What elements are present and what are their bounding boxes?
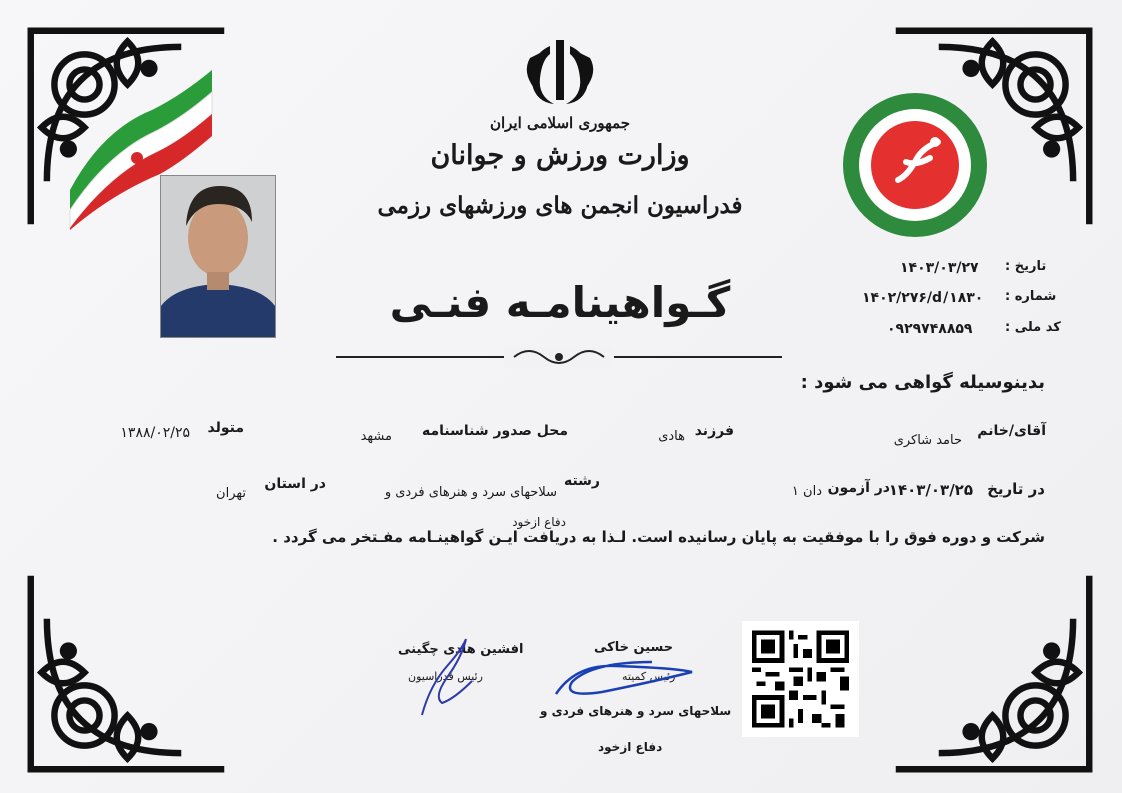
date-value: ۱۴۰۳/۰۳/۲۷ xyxy=(900,260,979,276)
iran-emblem-icon xyxy=(520,38,600,108)
president-signature xyxy=(408,635,488,720)
ministry-heading: وزارت ورزش و جوانان xyxy=(430,140,690,171)
name-label: آقای/خانم xyxy=(977,423,1046,439)
birth-value: ۱۳۸۸/۰۲/۲۵ xyxy=(120,425,190,441)
committee-signature xyxy=(550,650,700,700)
number-value: ۱۴۰۲/۲۷۶/d/۱۸۳۰ xyxy=(862,290,984,306)
committee-head-title: رئیس کمیته xyxy=(622,670,676,683)
certificate-title: گـواهینامـه فنـی xyxy=(389,278,731,327)
completion-statement: شرکت و دوره فوق را با موفقیت به پایان رسانیده است. لـذا به دریافت ایـن گواهینـامه مفـتخر می گردد . xyxy=(272,528,1045,546)
federation-heading: فدراسیون انجمن های ورزشهای رزمی xyxy=(377,192,743,219)
issue-value: مشهد xyxy=(360,429,392,444)
portrait-photo xyxy=(160,175,276,338)
corner-ornament-bottom-left xyxy=(20,565,235,780)
exam-date-value: ۱۴۰۳/۰۳/۲۵ xyxy=(888,481,973,499)
corner-ornament-bottom-right xyxy=(885,565,1100,780)
national-id-label: کد ملی : xyxy=(1005,320,1061,335)
province-label: در استان xyxy=(264,476,326,492)
national-id-value: ۰۹۲۹۷۴۸۸۵۹ xyxy=(887,321,973,337)
federation-logo xyxy=(840,90,990,240)
president-name: افشین هادی چگینی xyxy=(398,642,524,657)
name-value: حامد شاکری xyxy=(893,433,962,448)
field-label: رشته xyxy=(563,473,600,489)
father-value: هادی xyxy=(658,429,685,444)
exam-value: دان ۱ xyxy=(791,484,822,499)
committee-field-line1: سلاحهای سرد و هنرهای فردی و xyxy=(540,704,732,718)
field-value: سلاحهای سرد و هنرهای فردی و xyxy=(384,485,557,500)
federation-logo-graphic xyxy=(840,90,990,240)
exam-date-label: در تاریخ xyxy=(987,480,1045,498)
republic-heading: جمهوری اسلامی ایران xyxy=(489,114,631,132)
field-value-line2: دفاع ازخود xyxy=(512,515,566,529)
exam-label: در آزمون xyxy=(827,480,890,496)
president-title: رئیس فدراسیون xyxy=(408,670,483,683)
father-label: فرزند xyxy=(694,423,734,439)
committee-head-name: حسین خاکی xyxy=(594,640,674,655)
title-divider xyxy=(336,345,782,369)
number-label: شماره : xyxy=(1005,289,1057,304)
birth-label: متولد xyxy=(207,420,244,436)
issue-label: محل صدور شناسنامه xyxy=(421,423,568,439)
intro-text: بدینوسیله گواهی می شود : xyxy=(800,372,1045,393)
date-label: تاریخ : xyxy=(1005,259,1047,274)
committee-field-line2: دفاع ازخود xyxy=(598,740,663,754)
province-value: تهران xyxy=(216,486,246,501)
qr-code xyxy=(742,621,859,737)
